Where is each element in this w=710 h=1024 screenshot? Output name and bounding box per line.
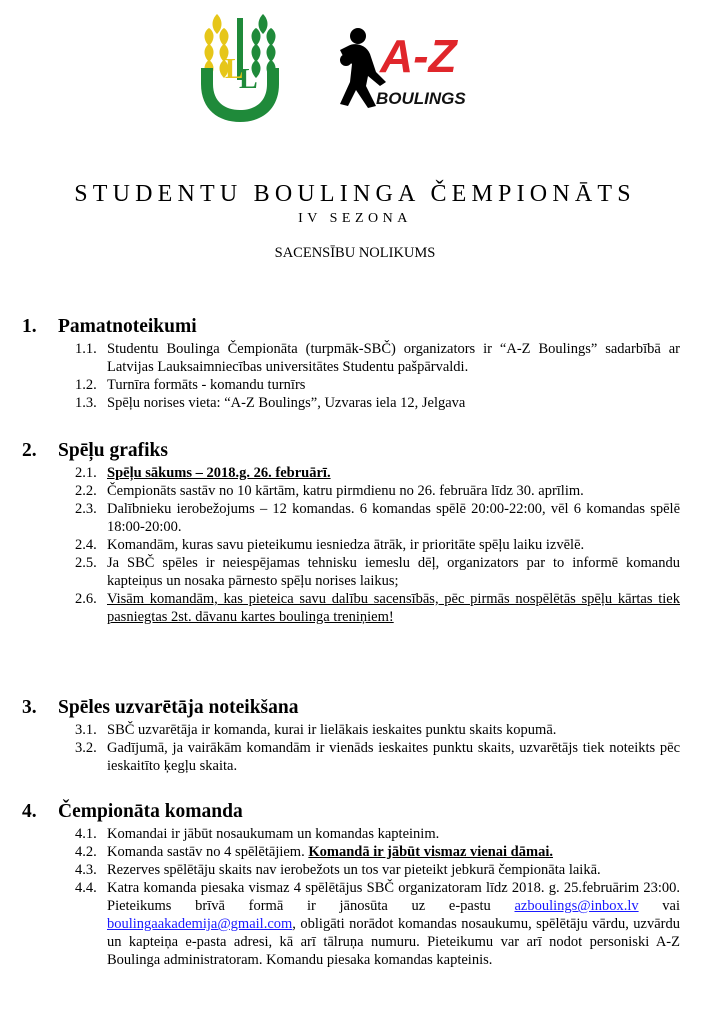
list-item: 2.5. Ja SBČ spēles ir neiespējamas tehnisku iemeslu dēļ, organizators par to informē komandu kapteiņus un nosaka pārnesto spēļu norises laikus;	[75, 555, 680, 589]
section-title: Pamatnoteikumi	[58, 316, 197, 337]
section-2	[0, 440, 710, 626]
list-item: 1.1. Studentu Boulinga Čempionāta (turpmāk-SBČ) organizators ir “A-Z Boulings” sadarbībā ar Latvijas Lauksaimniecības universitātes Studentu pašpārvaldi.	[75, 341, 680, 375]
list-item: 2.6. Visām komandām, kas pieteica savu dalību sacensībās, pēc pirmās nospēlētās spēļu kārtas tiek pasniegtas 2st. dāvanu kartes boulinga treniņiem!	[75, 591, 680, 625]
svg-text:L: L	[225, 54, 244, 85]
az-boulings-logo	[336, 20, 506, 110]
list-item: 3.1. SBČ uzvarētāja ir komanda, kurai ir lielākais ieskaites punktu skaits kopumā.	[75, 722, 557, 738]
section-heading	[0, 316, 710, 340]
section-4	[0, 801, 710, 969]
section-1	[0, 316, 710, 412]
section-heading	[0, 801, 710, 825]
section-number: 4.	[22, 801, 37, 822]
list-item: 1.3. Spēļu norises vieta: “A-Z Boulings”, Uzvaras iela 12, Jelgava	[75, 395, 466, 411]
list-item: 2.3. Dalībnieku ierobežojums – 12 komandas. 6 komandas spēlē 20:00-22:00, vēl 6 komandas spēlē 18:00-20:00.	[75, 501, 680, 535]
svg-text:BOULINGS: BOULINGS	[376, 89, 466, 108]
list-item: 2.1. Spēļu sākums – 2018.g. 26. februārī.	[75, 465, 331, 481]
logos-header	[0, 6, 710, 126]
emphasis-text: Komandā ir jābūt vismaz vienai dāmai.	[308, 844, 553, 860]
email-link-azboulings[interactable]: azboulings@inbox.lv	[514, 898, 639, 914]
list-item: 2.4. Komandām, kuras savu pieteikumu iesniedza ātrāk, ir prioritāte spēļu laiku izvēlē.	[75, 537, 585, 553]
list-item: 4.2. Komanda sastāv no 4 spēlētājiem. Komandā ir jābūt vismaz vienai dāmai.	[75, 844, 553, 860]
section-number: 1.	[22, 316, 37, 337]
svg-text:A-Z: A-Z	[380, 30, 457, 82]
list-item: 3.2. Gadījumā, ja vairākām komandām ir vienāds ieskaites punktu skaits, uzvarētājs tiek noteikts pēc ieskaitīto ķegļu skaita.	[75, 740, 680, 774]
email-link-boulingaakademija[interactable]: boulingaakademija@gmail.com	[107, 916, 293, 932]
list-item: 4.1. Komandai ir jābūt nosaukumam un komandas kapteinim.	[75, 826, 440, 842]
section-number: 3.	[22, 697, 37, 718]
season-label: IV SEZONA	[298, 211, 412, 226]
section-number: 2.	[22, 440, 37, 461]
svg-text:L: L	[239, 64, 258, 95]
llu-university-logo	[195, 6, 285, 126]
list-item: 4.3. Rezerves spēlētāju skaits nav ierobežots un tos var pieteikt jebkurā čempionāta laikā.	[75, 862, 601, 878]
list-item: 1.2. Turnīra formāts - komandu turnīrs	[75, 377, 306, 393]
document-subtitle: SACENSĪBU NOLIKUMS	[274, 245, 436, 261]
section-heading	[0, 440, 710, 464]
section-title: Spēles uzvarētāja noteikšana	[58, 697, 299, 718]
section-title: Čempionāta komanda	[58, 801, 243, 822]
section-title: Spēļu grafiks	[58, 440, 168, 461]
list-item: 2.2. Čempionāts sastāv no 10 kārtām, katru pirmdienu no 26. februāra līdz 30. aprīlim.	[75, 483, 584, 499]
section-3	[0, 697, 710, 775]
document-title: STUDENTU BOULINGA ČEMPIONĀTS	[74, 181, 636, 207]
section-heading	[0, 697, 710, 721]
list-item: 4.4. Katra komanda piesaka vismaz 4 spēlētājus SBČ organizatoram līdz 2018. g. 25.februārim 23:00. Pieteikums brīvā formā ir jānosūta uz e-pastu azboulings@inbox.lv vai boulingaakademija@gmail.com, obligāti norādot komandas nosaukumu, spēlētāju vārdu, uzvārdu un kapteiņa e-pasta adresi, kā arī tālruņa numuru. Pieteikumu var arī nodot personiski A-Z Boulinga administratoram. Komandu piesaka komandas kapteinis.	[75, 880, 681, 968]
